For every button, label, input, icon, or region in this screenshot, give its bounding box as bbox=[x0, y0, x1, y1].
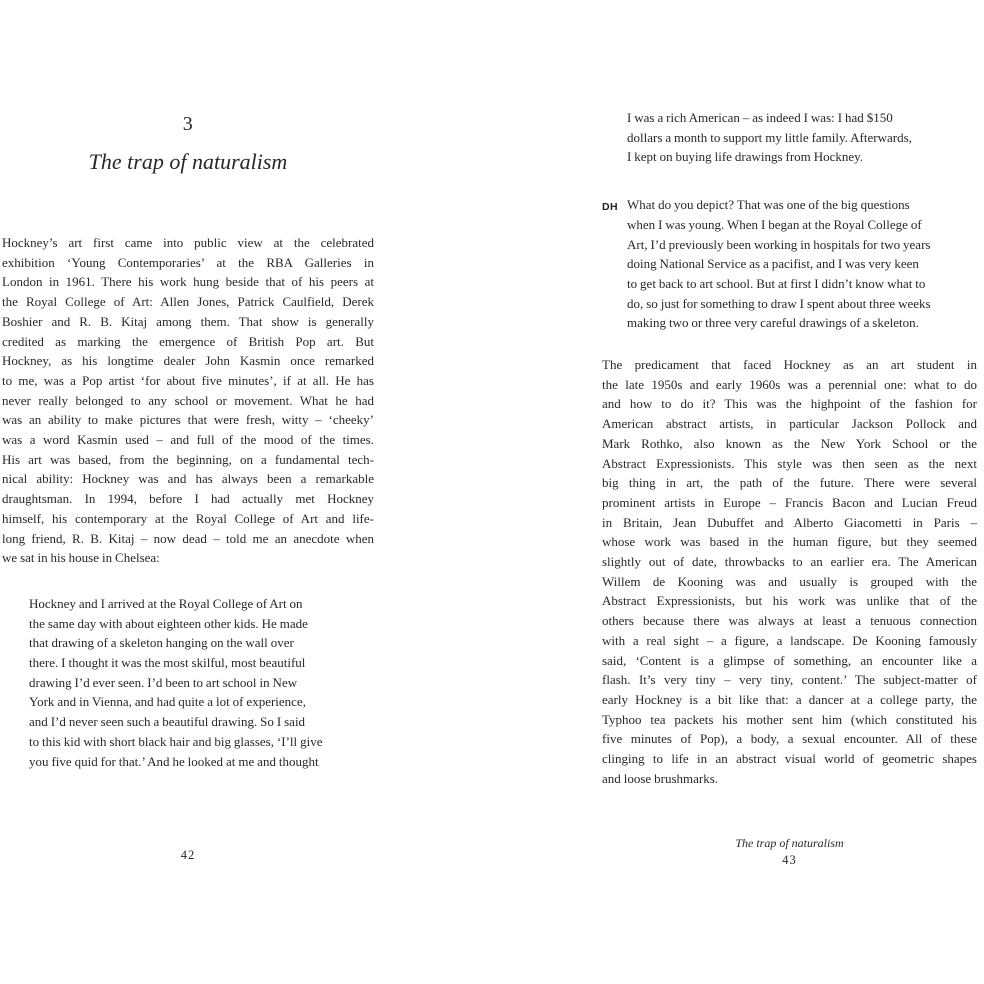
text-line: long friend, R. B. Kitaj – now dead – told me an anecdote when bbox=[2, 530, 374, 546]
running-title: The trap of naturalism bbox=[735, 836, 844, 850]
text-line: to me, was a Pop artist ‘for about five minutes’, if at all. He has bbox=[2, 372, 374, 388]
right-page-number: 43 bbox=[782, 853, 797, 867]
text-line: never really belonged to any school or movement. What he had bbox=[2, 392, 374, 408]
text-line: Hockney and I arrived at the Royal College of Art on bbox=[29, 595, 303, 611]
text-line: doing National Service as a pacifist, and I was very keen bbox=[627, 256, 919, 272]
text-line: the late 1950s and early 1960s was a perennial one: what to do bbox=[602, 376, 977, 392]
text-line: that drawing of a skeleton hanging on the wall over bbox=[29, 635, 294, 651]
speaker-label: DH bbox=[602, 200, 618, 213]
dialogue-block bbox=[602, 195, 977, 333]
text-line: five minutes of Pop), a body, a sexual encounter. All of these bbox=[602, 731, 977, 747]
text-line: flash. It’s very tiny – very tiny, content.’ The subject-matter of bbox=[602, 672, 977, 688]
text-line: Boshier and R. B. Kitaj among them. That show is generally bbox=[2, 313, 374, 329]
text-line: and loose brushmarks. bbox=[602, 770, 719, 786]
text-line: you five quid for that.’ And he looked at me and thought bbox=[29, 753, 319, 769]
text-line: drawing I’d ever seen. I’d been to art school in New bbox=[29, 674, 298, 690]
chapter-title: The trap of naturalism bbox=[88, 149, 288, 174]
text-line: Hockney, as his longtime dealer John Kasmin once remarked bbox=[2, 353, 374, 369]
left-page-block-quote bbox=[2, 594, 374, 771]
right-page-paragraph bbox=[602, 355, 977, 788]
text-line: Typhoo tea packets his mother sent him (which constituted his bbox=[602, 711, 977, 727]
left-page bbox=[2, 0, 374, 771]
text-line: to get back to art school. But at first I didn’t know what to bbox=[627, 275, 926, 291]
text-line: making two or three very careful drawings of a skeleton. bbox=[627, 315, 919, 331]
text-line: His art was based, from the beginning, on a fundamental tech- bbox=[2, 451, 374, 467]
text-line: big thing in art, the path of the future. There were several bbox=[602, 475, 977, 491]
dialogue-lines bbox=[627, 195, 977, 333]
text-line: was an ability to make pictures that were fresh, witty – ‘cheeky’ bbox=[2, 412, 374, 428]
text-line: himself, his contemporary at the Royal College of Art and life- bbox=[2, 510, 374, 526]
text-line: we sat in his house in Chelsea: bbox=[2, 550, 160, 566]
text-line: Art, I’d previously been working in hospitals for two years bbox=[627, 236, 931, 252]
left-page-number: 42 bbox=[180, 848, 196, 862]
text-line: the Royal College of Art: Allen Jones, Patrick Caulfield, Derek bbox=[2, 294, 374, 310]
text-line: the same day with about eighteen other kids. He made bbox=[29, 615, 308, 631]
text-line: Abstract Expressionists. This style was then seen as the next bbox=[602, 455, 977, 471]
text-line: prominent artists in Europe – Francis Bacon and Lucian Freud bbox=[602, 494, 977, 510]
text-line: credited as marking the emergence of British Pop art. But bbox=[2, 333, 374, 349]
text-line: to this kid with short black hair and big glasses, ‘I’ll give bbox=[29, 733, 323, 749]
text-line: when I was young. When I began at the Royal College of bbox=[627, 216, 922, 232]
text-line: others because there was always at least a tenuous connection bbox=[602, 613, 977, 629]
text-line: said, ‘Content is a glimpse of something, an encounter like a bbox=[602, 652, 977, 668]
text-line: there. I thought it was the most skilful, most beautiful bbox=[29, 655, 306, 671]
right-page-quote bbox=[602, 108, 977, 167]
text-line: American abstract artists, in particular Jackson Pollock and bbox=[602, 416, 977, 432]
right-page-footer bbox=[602, 836, 977, 868]
text-line: The predicament that faced Hockney as an art student in bbox=[602, 357, 977, 373]
text-line: whose work was based in the human figure, but they seemed bbox=[602, 534, 977, 550]
text-line: Hockney’s art first came into public view at the celebrated bbox=[2, 235, 374, 250]
text-line: early Hockney is a bit like that: a dancer at a college party, the bbox=[602, 691, 977, 707]
left-page-paragraph bbox=[2, 233, 374, 568]
text-line: was a word Kasmin used – and full of the mood of the times. bbox=[2, 432, 374, 448]
text-line: London in 1961. There his work hung beside that of his peers at bbox=[2, 274, 374, 290]
text-line: clinging to life in an abstract visual world of geometric shapes bbox=[602, 751, 977, 767]
text-line: with a real sight – a figure, a landscape. De Kooning famously bbox=[602, 632, 977, 648]
text-line: What do you depict? That was one of the big questions bbox=[627, 197, 910, 213]
text-line: Mark Rothko, also known as the New York School or the bbox=[602, 435, 977, 451]
text-line: exhibition ‘Young Contemporaries’ at the RBA Galleries in bbox=[2, 254, 374, 270]
text-line: nical ability: Hockney was and has always been a remarkable bbox=[2, 471, 374, 487]
text-line: I kept on buying life drawings from Hockney. bbox=[627, 149, 864, 165]
text-line: and how to do it? This was the highpoint of the fashion for bbox=[602, 396, 977, 412]
chapter-number: 3 bbox=[182, 113, 194, 135]
text-line: dollars a month to support my little family. Afterwards, bbox=[627, 129, 912, 145]
text-line: Willem de Kooning was and usually is grouped with the bbox=[602, 573, 977, 589]
text-line: do, so just for something to draw I spent about three weeks bbox=[627, 295, 931, 311]
text-line: slightly out of date, throwbacks to an earlier era. The American bbox=[602, 554, 977, 570]
text-line: I was a rich American – as indeed I was: I had $150 bbox=[627, 110, 893, 125]
right-page bbox=[602, 0, 977, 789]
text-line: in Britain, Jean Dubuffet and Alberto Giacometti in Paris – bbox=[602, 514, 977, 530]
text-line: and I’d never seen such a beautiful drawing. So I said bbox=[29, 714, 306, 730]
text-line: York and in Vienna, and had quite a lot of experience, bbox=[29, 694, 306, 710]
text-line: Abstract Expressionists, but his work was unlike that of the bbox=[602, 593, 977, 609]
text-line: draughtsman. In 1994, before I had actually met Hockney bbox=[2, 491, 374, 507]
